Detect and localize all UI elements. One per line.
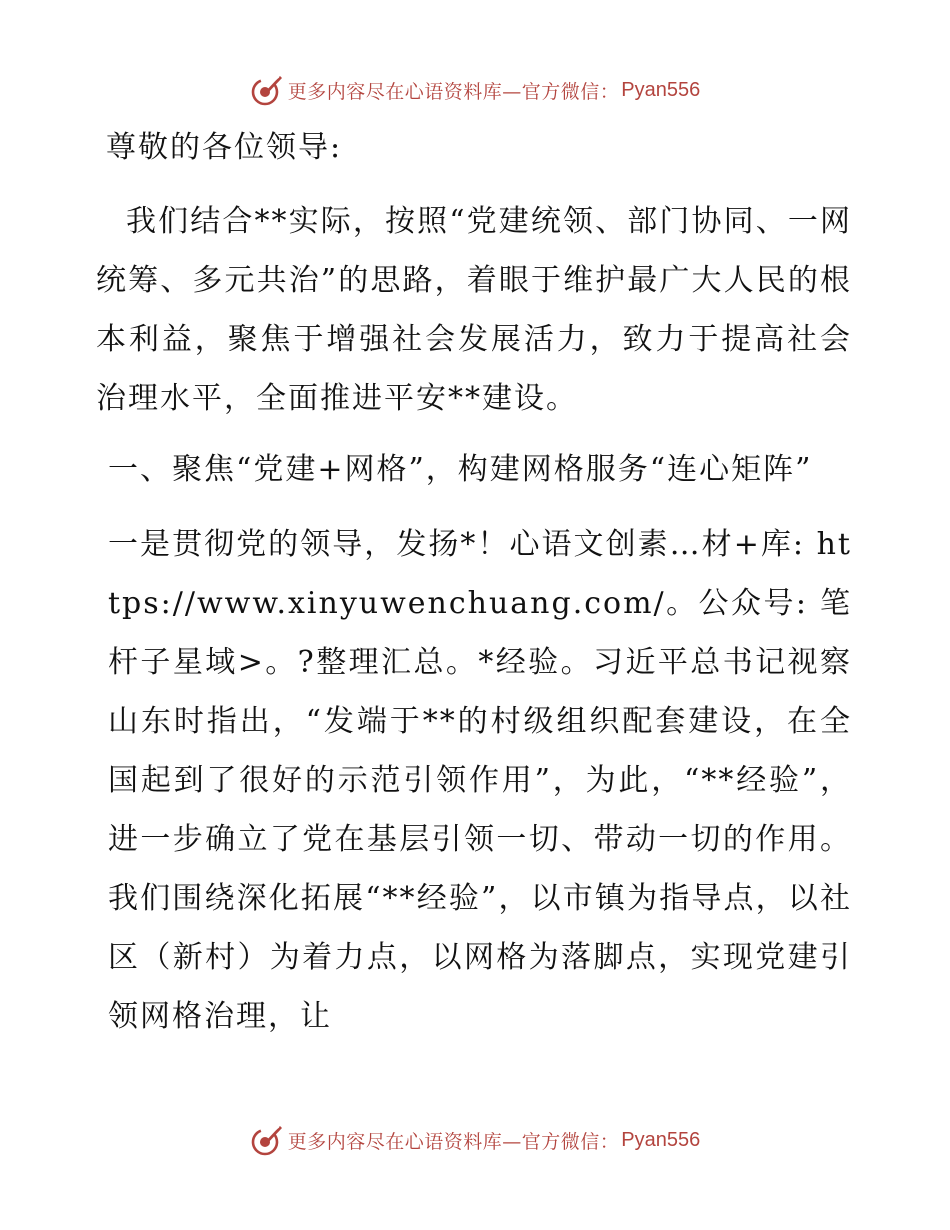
salutation: 尊敬的各位领导: xyxy=(106,130,343,165)
watermark-text: 更多内容尽在心语资料库—官方微信： xyxy=(287,1130,620,1153)
watermark-wechat-id: Pyan556 xyxy=(621,1128,701,1151)
section-paragraph: 一是贯彻党的领导，发扬*！心语文创素…材+库: https://www.xinyuwenchuang.com/。公众号: 笔杆子星域>。?整理汇总。*经验。习近平总书记视察山东时指出，“发端于**的村级组织配套建设，在全国起到了很好的示范引领作用”，为此，“**经验”，进一步确立了党在基层引领一切、带动一切的作用。我们围绕深化拓展“**经验”，以市镇为指导点，以社区（新村）为着力点，以网格为落脚点，实现党建引领网格治理，让 xyxy=(108,527,852,1034)
document-body xyxy=(96,120,852,1046)
header-watermark xyxy=(0,70,950,110)
watermark-text: 更多内容尽在心语资料库—官方微信： xyxy=(287,80,620,103)
footer-watermark xyxy=(0,1120,950,1160)
quill-logo-icon xyxy=(250,1123,284,1157)
intro-paragraph: 我们结合**实际，按照“党建统领、部门协同、一网统筹、多元共治”的思路，着眼于维护最广大人民的根本利益，聚焦于增强社会发展活力，致力于提高社会治理水平，全面推进平安**建设。 xyxy=(96,204,852,416)
quill-logo-icon xyxy=(250,73,284,107)
section-heading: 一、聚焦“党建+网格”，构建网格服务“连心矩阵” xyxy=(108,452,813,487)
watermark-wechat-id: Pyan556 xyxy=(621,78,701,101)
